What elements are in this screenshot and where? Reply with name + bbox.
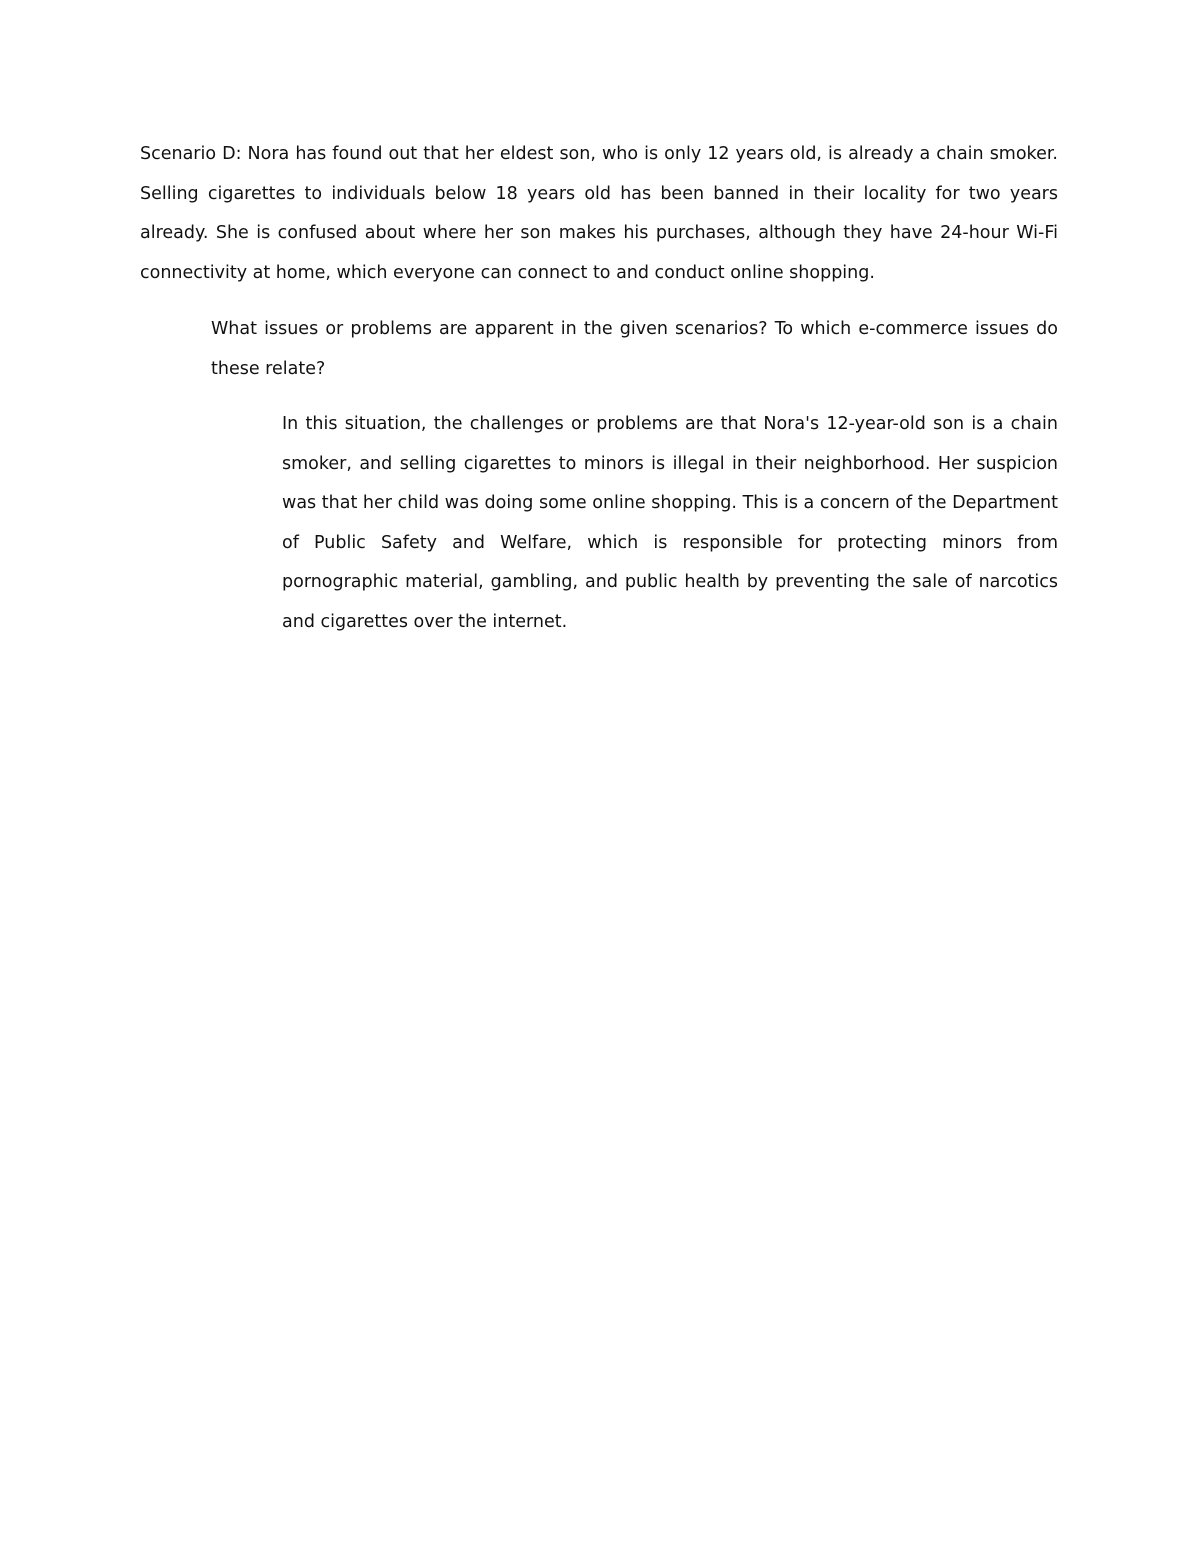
question-paragraph: What issues or problems are apparent in the given scenarios? To which e-commerce issues do these relate? <box>211 319 1058 379</box>
answer-paragraph: In this situation, the challenges or problems are that Nora's 12-year-old son is a chain smoker, and selling cigarettes to minors is illegal in their neighborhood. Her suspicion was that her child was doing some online shopping. This is a concern of the Department of Public Safety and Welfare, which is responsible for protecting minors from pornographic material, gambling, and public health by preventing the sale of narcotics and cigarettes over the internet. <box>282 414 1058 632</box>
scenario-paragraph: Scenario D: Nora has found out that her eldest son, who is only 12 years old, is already a chain smoker. Selling cigarettes to individuals below 18 years old has been banned in their locality for two years already. She is confused about where her son makes his purchases, although they have 24-hour Wi-Fi connectivity at home, which everyone can connect to and conduct online shopping. <box>140 144 1058 283</box>
